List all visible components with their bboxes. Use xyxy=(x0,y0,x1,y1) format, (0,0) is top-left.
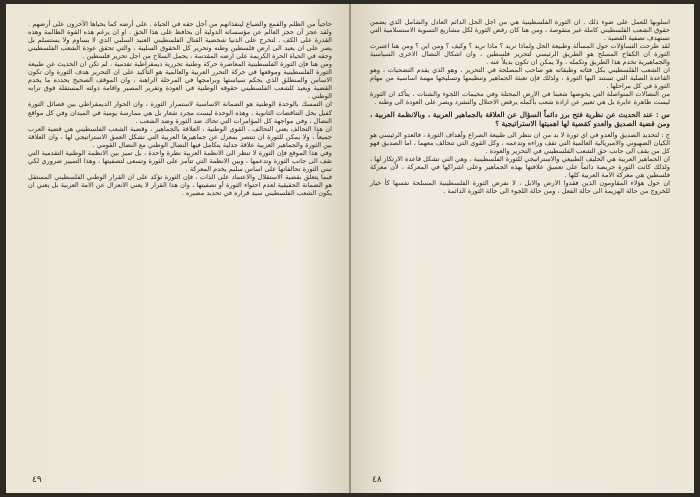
left-paragraph-5: وفي هذا الموقع فإن الثورة لا تنظر الى الانظمة العربية نظرة واحدة ، بل تميز بين الانظمة الوطنية التقدمية التي تقف الى جانب الثورة وتدعمها ، وبين الانظمة التي تتآمر على الثورة وتسعى لتصفيتها ، وهذا التمييز ضروري لكي تبني الثورة تحالفاتها على اساس سليم يخدم المعركة . xyxy=(28,148,332,173)
right-page-number: ٤٨ xyxy=(372,475,382,485)
right-paragraph-2: لقد طرحت التساؤلات حول المسألة وطبيعة الحل ولماذا نريد ؟ ماذا نريد ؟ وكيف ؟ ومن اين ؟ ومن هنا اعتبرت الثورة ان الكفاح المسلح هو الطريق الرئيسي لتحرير فلسطين ، وان اشكال النضال الاخرى السياسية والجماهيرية تخدم هذا الطريق وتكمله ، ولا يمكن ان تكون بديلاً عنه . xyxy=(370,42,670,67)
open-book xyxy=(6,4,694,493)
right-paragraph-4: من النضالات المتواصلة التي يخوضها شعبنا في الارض المحتلة وفي مخيمات اللجوء والشتات ، يتأكد ان الثورة ليست ظاهرة عابرة بل هي تعبير عن ارادة شعب بأكمله يرفض الاحتلال والتشرد ويصر على العودة الى وطنه . xyxy=(370,90,670,107)
book-spine-gutter xyxy=(349,4,351,493)
interview-question: س : عند الحديث عن نظرية فتح برز دائماً السؤال عن العلاقة بالجماهير العربية ، وبالانظمة العربية ، ومن قضية الصديق والعدو كقضية لها اهميتها الاستراتيجية ؟ xyxy=(370,109,670,128)
left-paragraph-1: حاجياً من الظلم والقمع والضياع لينقذانهم من أجل حقه في الحياة . على أرضه كما يحياها الآخرون على أرضهم . ولقد عجز آن حجز العالم عن مؤسساته الدولية أن يحافظ على هذا الحق . او ان يرغم هذه القوة الظالمة وهذه القدرة على الكف . لتخرج على الدنيا شخصية القتال الفلسطيني العنيد السلبي الذي لا يساوم ولا يستسلم بل يصر على ان يعيد الى ارض فلسطين وطنه وتحرير كل الحقوق السليبة ، والتي تحقق عودة الشعب الفلسطيني وحقه في الحياة الحرة الكريمة على ارضه المقدسة ، يحمل السلاح من اجل تحرير فلسطين . xyxy=(28,20,332,61)
answer-paragraph-2: ان الجماهير العربية هي الحليف الطبيعي والاستراتيجي للثورة الفلسطينية ، وهي التي تشكل قاعدة الارتكاز لها ، ولذلك كانت الثورة حريصة دائماً على تعميق علاقتها بهذه الجماهير وعلى اشراكها في المعركة ، لأن معركة فلسطين هي معركة الامة العربية كلها . xyxy=(370,154,670,179)
answer-paragraph-3: ان حول هؤلاء المقاومون الذين فقدوا الارض والابل ، لا نفرض الثورة الفلسطينية المسلحة نفسها كأ خيار للخروج من حالة الهزيمة الى حالة الفعل ، ومن حالة اللجوء الى حالة الثورة الدائمة . xyxy=(370,178,670,195)
right-paragraph-1: اسلوبها للعمل على ضوء ذلك . ان الثورة الفلسطينية هي من اجل الحل الدائم العادل والشامل الذي يضمن حقوق الشعب الفلسطيني كاملة غير منقوصة ، ومن هنا كان رفض الثورة لكل مشاريع التسوية الاستسلامية التي تستهدف تصفية القضية . xyxy=(370,18,670,43)
left-page xyxy=(6,4,350,493)
answer-paragraph-1: ج : لتحديد الصديق والعدو في اي ثورة لا بد من ان ننظر الى طبيعة الصراع وأهداف الثورة ، فالعدو الرئيسي هو الكيان الصهيوني والامبريالية العالمية التي تقف وراءه وتدعمه ، وكل القوى التي تتحالف معهما ، اما الصديق فهو كل من يقف الى جانب حق الشعب الفلسطيني في التحرير والعودة . xyxy=(370,130,670,155)
left-paragraph-6: فيما يتعلق بقضية الاستقلال والاعتماد على الذات ، فإن الثورة تؤكد على ان القرار الوطني الفلسطيني المستقل هو الضمانة الحقيقية لعدم احتواء الثورة أو تصفيتها ، وان هذا القرار لا يعني الانعزال عن الامة العربية بل يعني ان يكون الشعب الفلسطيني سيد قراره في تحديد مصيره . xyxy=(28,172,332,197)
left-paragraph-3: ان التمسك بالوحدة الوطنية هو الضمانة الاساسية لاستمرار الثورة ، وان الحوار الديمقراطي بين فصائل الثورة كفيل بحل التناقضات الثانوية ، وهذه الوحدة ليست مجرد شعار بل هي ممارسة يومية في الميدان وفي كل مواقع النضال ، وفي مواجهة كل المؤامرات التي تحاك ضد الثورة وضد الشعب . xyxy=(28,100,333,125)
left-page-number: ٤٩ xyxy=(32,475,42,485)
right-paragraph-3: ان الشعب الفلسطيني بكل فئاته وطبقاته هو صاحب المصلحة في التحرير ، وهو الذي يقدم التضحيات ، وهو القاعدة الصلبة التي تستند اليها الثورة ، ولذلك فإن تعبئة الجماهير وتنظيمها وتسليحها مهمة اساسية من مهام الثورة في كل مراحلها . xyxy=(370,66,670,91)
left-paragraph-2: ومن هنا فإن الثورة الفلسطينية المعاصرة حركة وطنية تحررية ديمقراطية تقدمية ، لم تكن ان الحديث عن طبيعة الثورة الفلسطينية وموقعها في حركة التحرر العربية والعالمية هو التأكيد على ان التحرير هدف الثورة وان تكون الاساس والمنطلق الذي يحكم سياستها وبرامجها في المرحلة الراهنة ، وان الموقف الصحيح يحدده ما يخدم القضية ويعيد للشعب الفلسطيني حقوقه الوطنية في العودة وتقرير المصير واقامة دولته المستقلة فوق ترابه الوطني . xyxy=(28,60,332,101)
left-paragraph-4: ان هذا التحالف يعني التحالف ، القوى الوطنية ، العلاقة بالجماهير ، وقضية الشعب الفلسطيني هي قضية العرب جميعاً ، ولا يمكن للثورة ان تنتصر بمعزل عن جماهيرها العربية التي تشكل العمق الاستراتيجي لها ، وان العلاقة بين الثورة والجماهير العربية علاقة جدلية يتكامل فيها النضال الوطني مع النضال القومي . xyxy=(28,124,332,149)
right-page xyxy=(350,4,694,493)
